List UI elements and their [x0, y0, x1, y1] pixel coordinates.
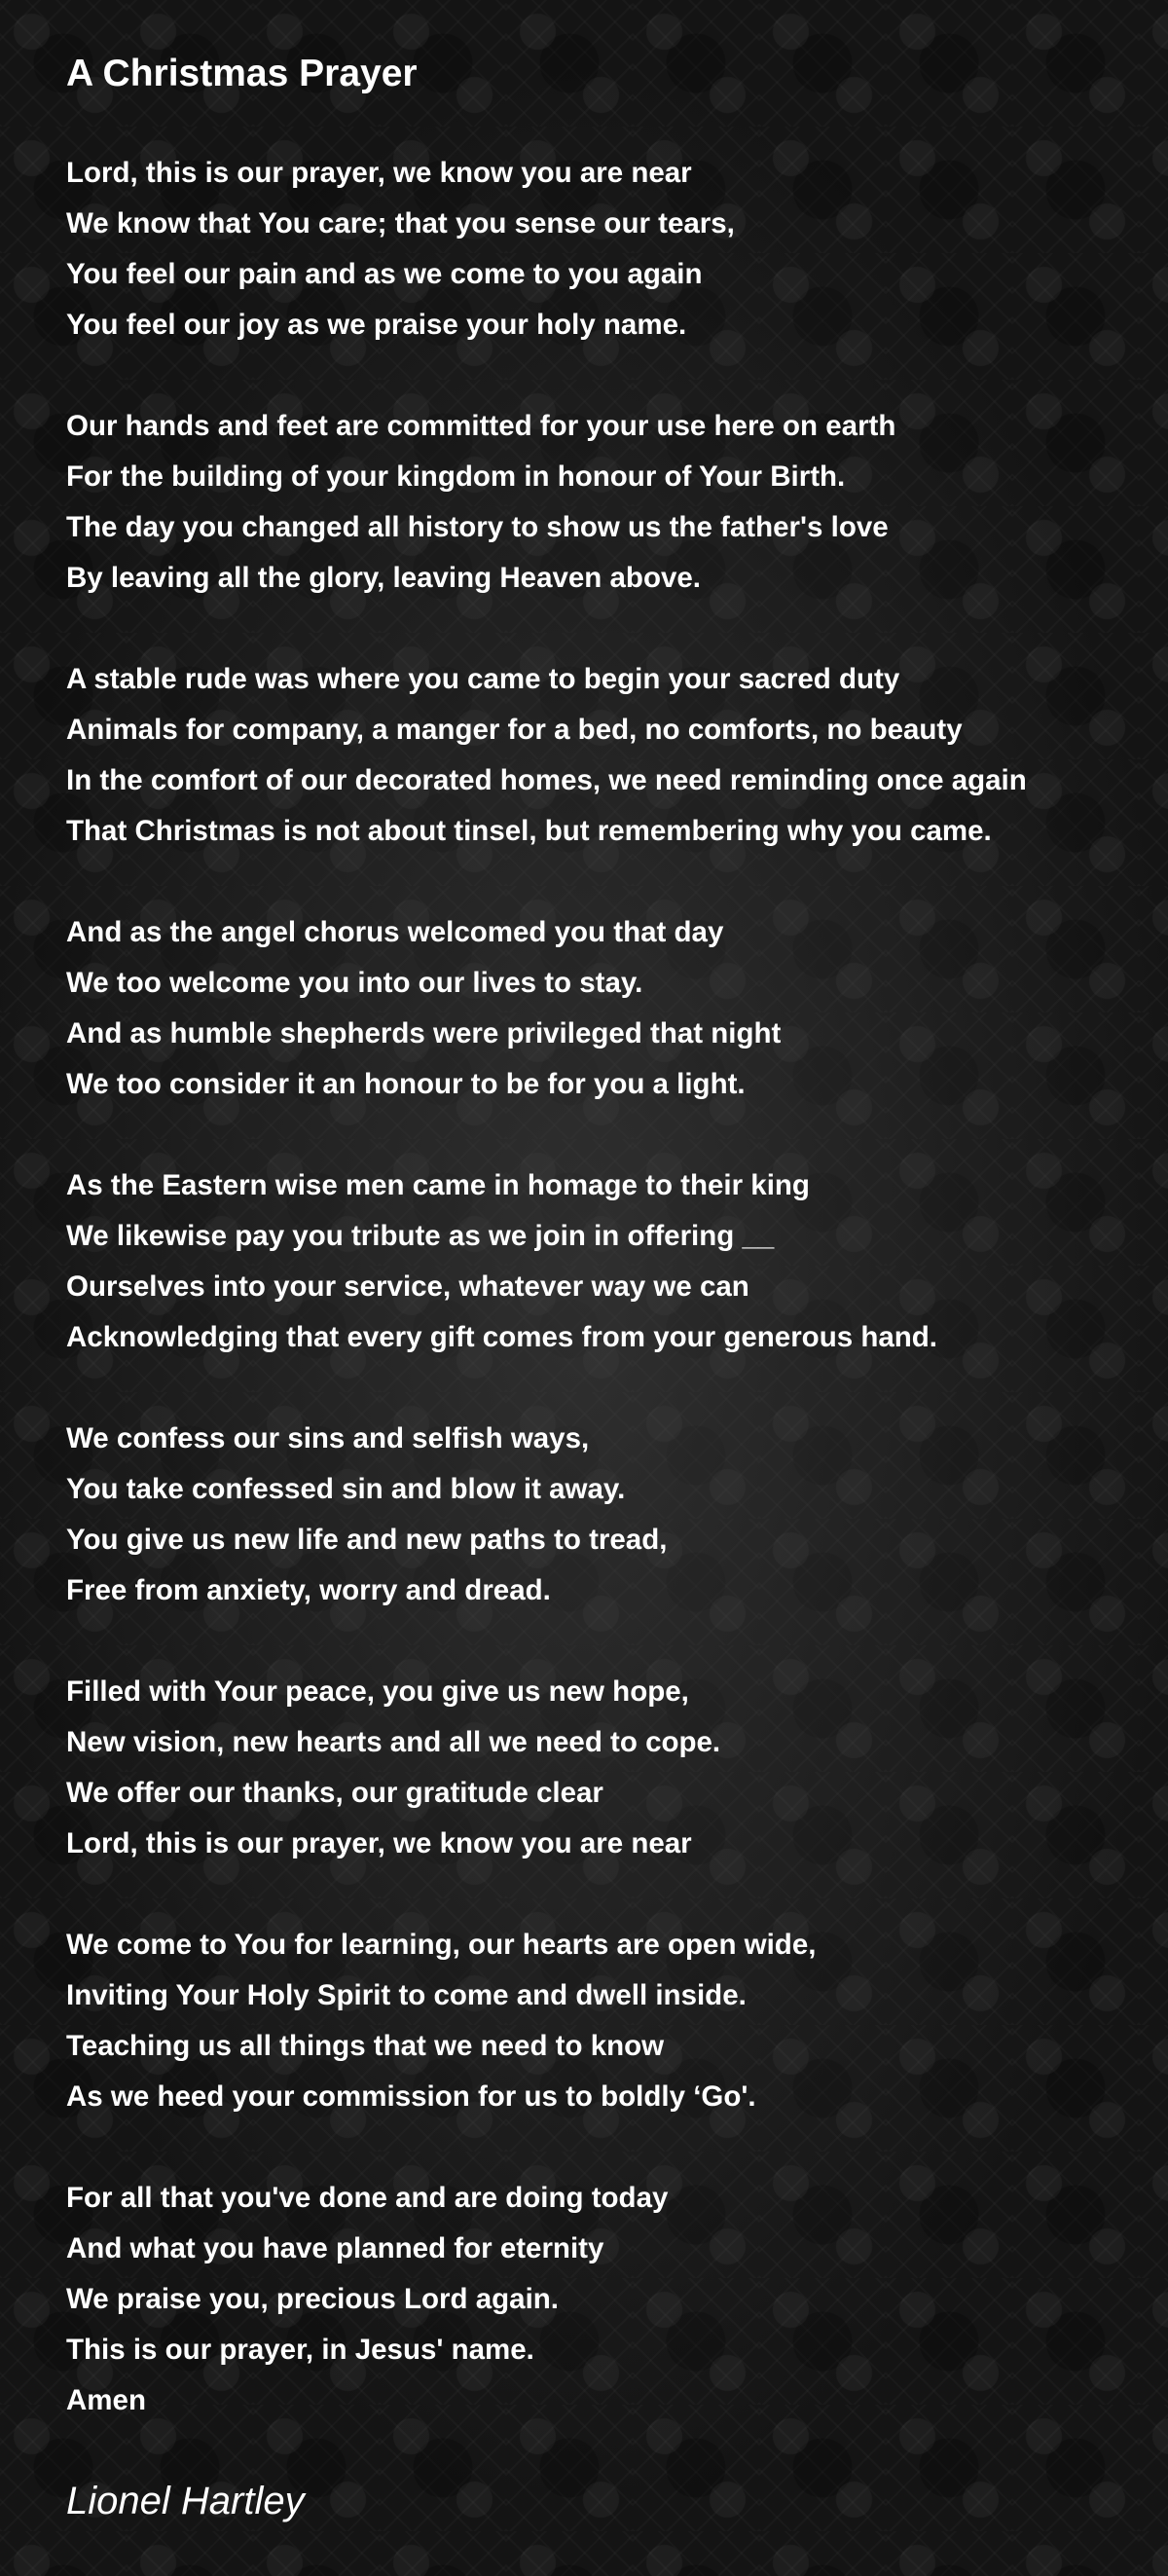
poem-line: We come to You for learning, our hearts are open wide, — [66, 1929, 817, 1961]
poem-line: We too consider it an honour to be for you a light. — [66, 1068, 746, 1100]
stanza — [66, 2173, 1147, 2426]
poem-line: We offer our thanks, our gratitude clear — [66, 1777, 603, 1809]
stanza — [66, 907, 1147, 1110]
poem-line: By leaving all the glory, leaving Heaven above. — [66, 562, 701, 594]
stanza — [66, 148, 1147, 350]
stanza — [66, 1920, 1147, 2122]
poem-line: You feel our pain and as we come to you again — [66, 258, 703, 290]
poem-line: A stable rude was where you came to begin your sacred duty — [66, 663, 900, 695]
stanza — [66, 1414, 1147, 1616]
poem-line: Amen — [66, 2384, 146, 2416]
poem-line: We likewise pay you tribute as we join in offering __ — [66, 1220, 775, 1252]
poem-title: A Christmas Prayer — [66, 53, 418, 94]
poem-line: As the Eastern wise men came in homage to their king — [66, 1169, 810, 1201]
poem-line: You feel our joy as we praise your holy name. — [66, 309, 687, 341]
poem-line: And what you have planned for eternity — [66, 2232, 604, 2264]
poem-line: Animals for company, a manger for a bed, no comforts, no beauty — [66, 714, 963, 746]
poem-line: We too welcome you into our lives to stay. — [66, 967, 643, 999]
poem-line: Our hands and feet are committed for your use here on earth — [66, 410, 896, 442]
poem-line: And as the angel chorus welcomed you that day — [66, 916, 724, 948]
poem-author: Lionel Hartley — [66, 2480, 305, 2522]
stanza — [66, 654, 1147, 857]
poem-line: Filled with Your peace, you give us new hope, — [66, 1675, 689, 1708]
poem-line: This is our prayer, in Jesus' name. — [66, 2334, 534, 2366]
poem-line: For all that you've done and are doing today — [66, 2182, 669, 2214]
poem-line: You take confessed sin and blow it away. — [66, 1473, 626, 1505]
poem-line: Lord, this is our prayer, we know you are near — [66, 1827, 692, 1859]
poem-line: We praise you, precious Lord again. — [66, 2283, 559, 2315]
poem-line: We know that You care; that you sense our tears, — [66, 207, 735, 239]
poem-line: New vision, new hearts and all we need to cope. — [66, 1726, 721, 1758]
poem-line: Ourselves into your service, whatever way we can — [66, 1270, 749, 1303]
poem-line: Free from anxiety, worry and dread. — [66, 1574, 551, 1606]
stanza — [66, 401, 1147, 604]
poem-line: The day you changed all history to show us the father's love — [66, 511, 889, 543]
stanza — [66, 1667, 1147, 1869]
poem-line: That Christmas is not about tinsel, but remembering why you came. — [66, 815, 992, 847]
stanza — [66, 1160, 1147, 1363]
poem-line: You give us new life and new paths to tread, — [66, 1524, 668, 1556]
poem-line: Teaching us all things that we need to know — [66, 2030, 665, 2062]
poem-line: For the building of your kingdom in honour of Your Birth. — [66, 460, 846, 493]
poem-line: We confess our sins and selfish ways, — [66, 1422, 590, 1454]
poem-line: Acknowledging that every gift comes from your generous hand. — [66, 1321, 937, 1353]
poem-line: Lord, this is our prayer, we know you are near — [66, 157, 692, 189]
poem-line: As we heed your commission for us to boldly ‘Go'. — [66, 2080, 756, 2113]
poem-body — [66, 148, 1147, 2477]
poem-line: Inviting Your Holy Spirit to come and dwell inside. — [66, 1979, 747, 2011]
poem-line: And as humble shepherds were privileged that night — [66, 1017, 782, 1049]
poem-line: In the comfort of our decorated homes, we need reminding once again — [66, 764, 1027, 796]
